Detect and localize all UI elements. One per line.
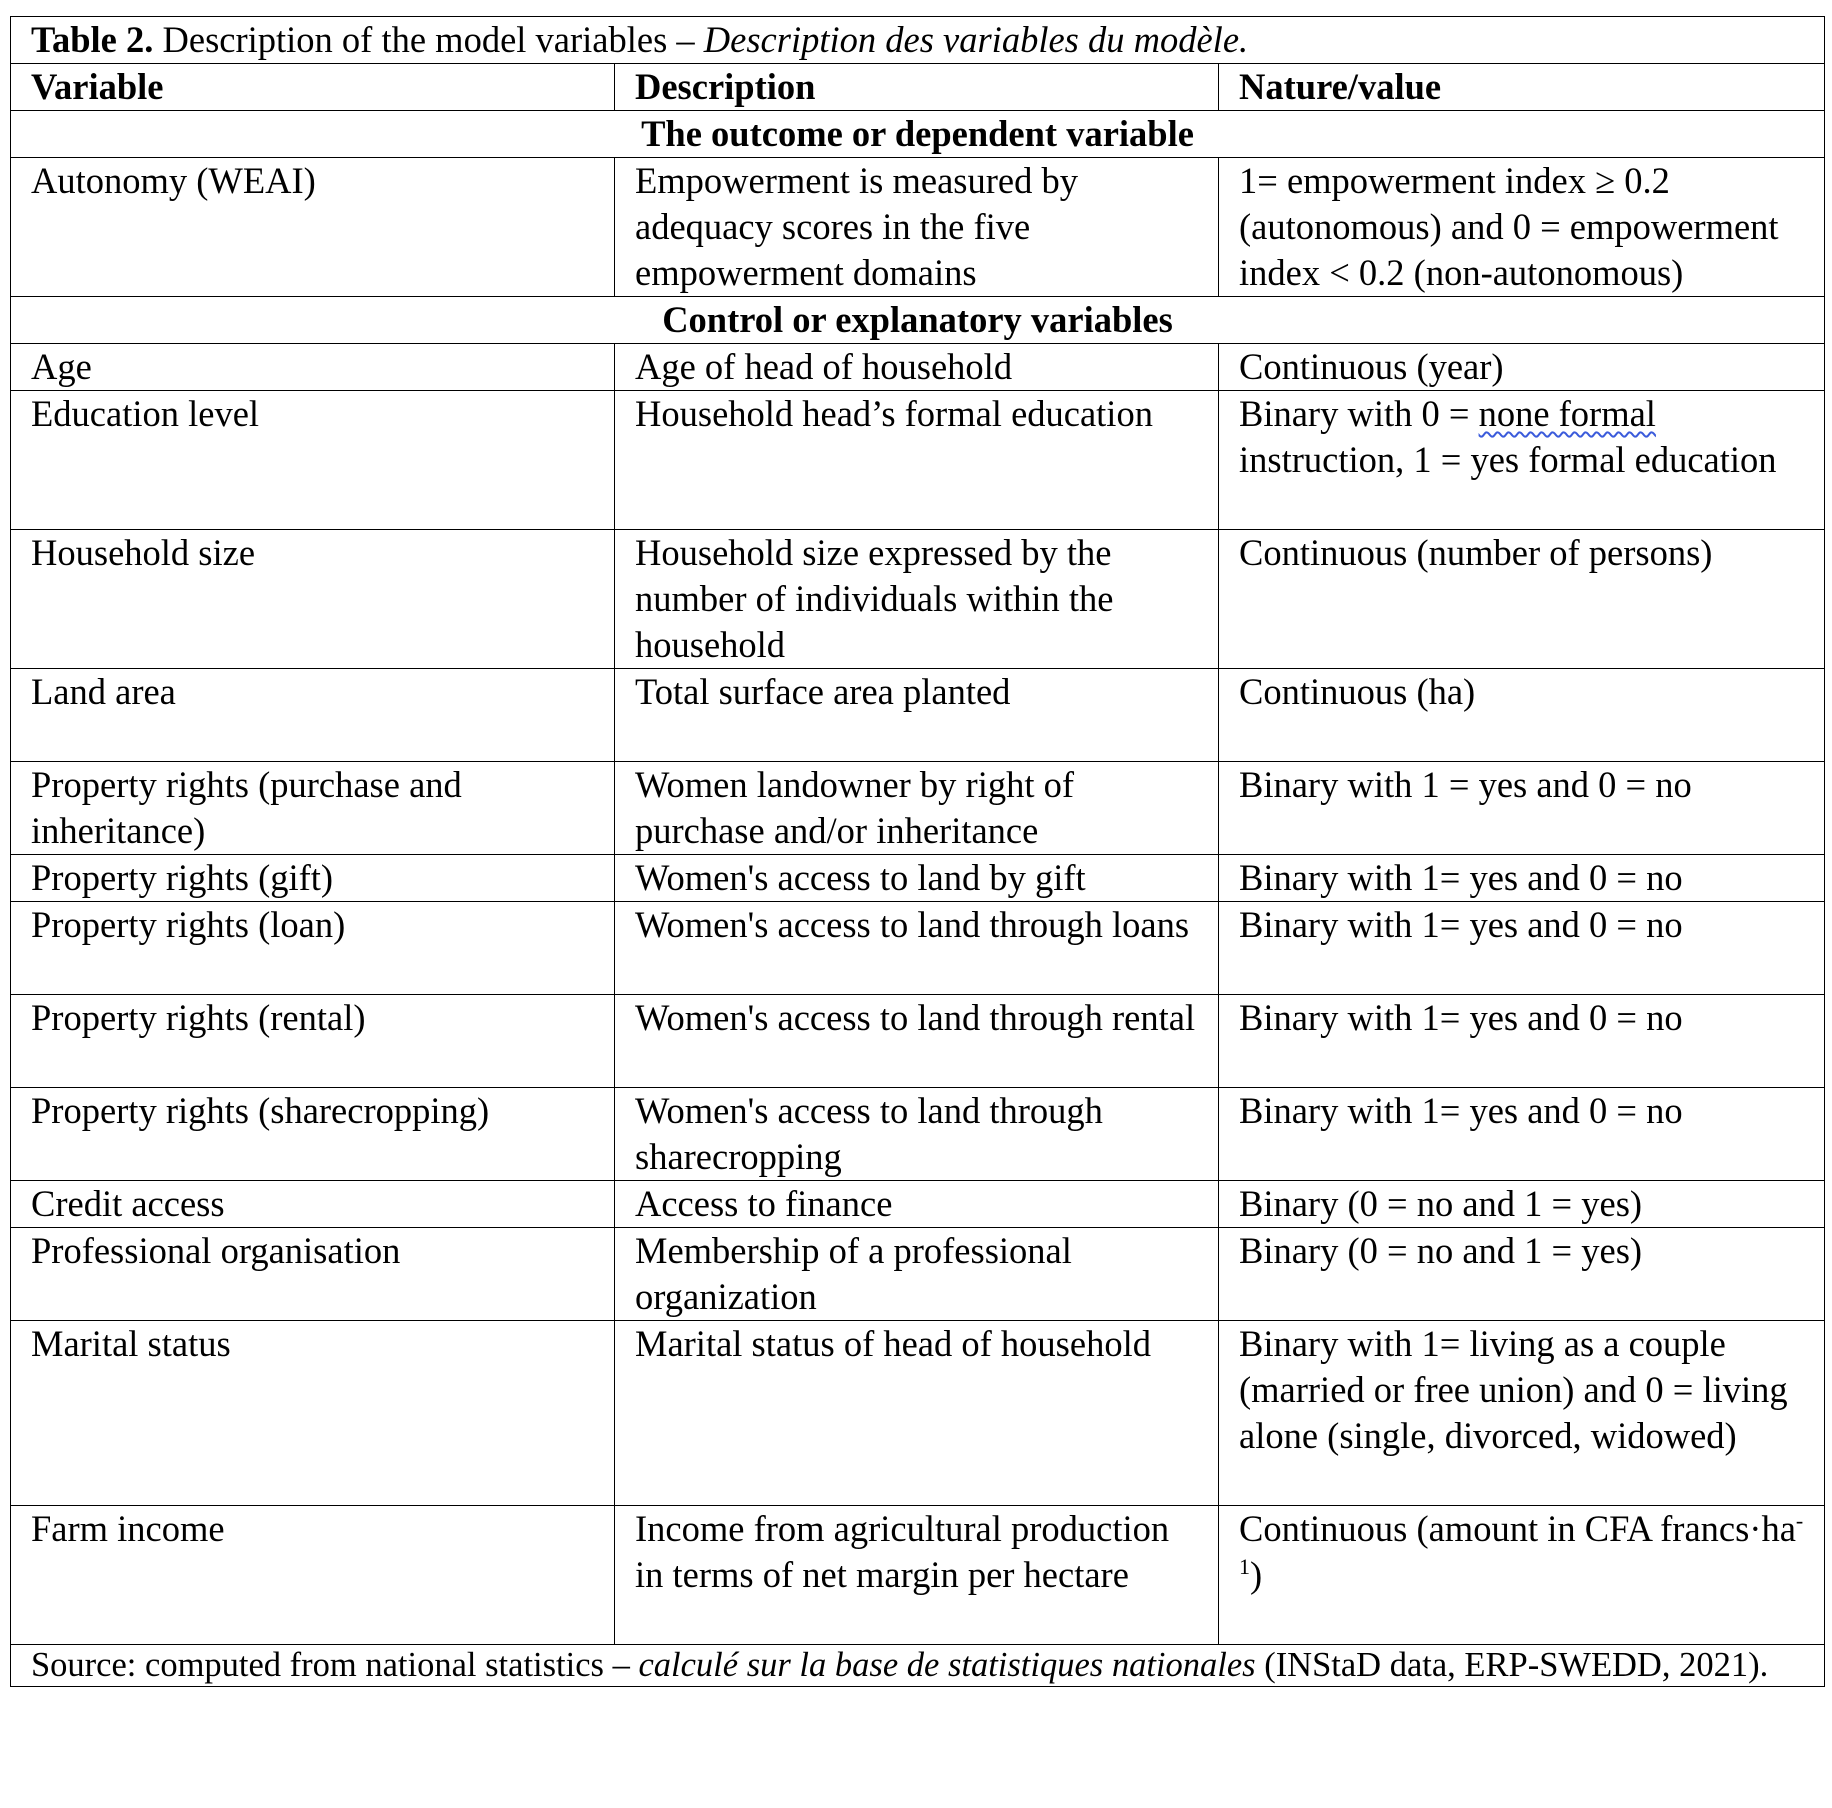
cell-variable: Education level: [11, 391, 615, 530]
table-row: [11, 530, 1825, 669]
cell-variable: Property rights (gift): [11, 855, 615, 902]
cell-description: Household size expressed by the number of individuals within the household: [615, 530, 1219, 669]
table-row: [11, 669, 1825, 762]
table-row: [11, 855, 1825, 902]
table-caption: [11, 17, 1825, 64]
cell-nature: Binary (0 = no and 1 = yes): [1219, 1181, 1825, 1228]
table-row: [11, 1506, 1825, 1645]
source-suffix: (INStaD data, ERP-SWEDD, 2021).: [1255, 1646, 1769, 1684]
cell-nature: [1219, 391, 1825, 530]
source-row: [11, 1645, 1825, 1687]
cell-nature: Continuous (ha): [1219, 669, 1825, 762]
superscript-exponent: -1: [1239, 1507, 1804, 1579]
table-row: [11, 391, 1825, 530]
cell-variable: Property rights (sharecropping): [11, 1088, 615, 1181]
table-row: [11, 762, 1825, 855]
caption-title-en: Description of the model variables –: [153, 19, 704, 60]
header-variable: Variable: [11, 64, 615, 111]
section-heading-outcome: The outcome or dependent variable: [11, 111, 1825, 158]
cell-description: Total surface area planted: [615, 669, 1219, 762]
cell-nature: Binary with 1= yes and 0 = no: [1219, 855, 1825, 902]
cell-nature: Binary with 1= yes and 0 = no: [1219, 1088, 1825, 1181]
table-row: [11, 158, 1825, 297]
cell-nature: Binary (0 = no and 1 = yes): [1219, 1228, 1825, 1321]
nature-text-before: Binary with 0 =: [1239, 393, 1479, 434]
table-row: [11, 902, 1825, 995]
cell-description: Women's access to land through sharecropping: [615, 1088, 1219, 1181]
nature-text-after: instruction, 1 = yes formal education: [1239, 439, 1777, 480]
cell-description: Marital status of head of household: [615, 1321, 1219, 1506]
table-row: [11, 1181, 1825, 1228]
cell-nature: Continuous (year): [1219, 344, 1825, 391]
header-nature-value: Nature/value: [1219, 64, 1825, 111]
cell-variable: Property rights (rental): [11, 995, 615, 1088]
source-italic: calculé sur la base de statistiques nationales: [638, 1646, 1256, 1684]
cell-nature: Continuous (number of persons): [1219, 530, 1825, 669]
cell-variable: Farm income: [11, 1506, 615, 1645]
cell-variable: Credit access: [11, 1181, 615, 1228]
cell-variable: Professional organisation: [11, 1228, 615, 1321]
cell-description: Membership of a professional organization: [615, 1228, 1219, 1321]
cell-nature: 1= empowerment index ≥ 0.2 (autonomous) and 0 = empowerment index < 0.2 (non-autonomous): [1219, 158, 1825, 297]
cell-description: Women's access to land through rental: [615, 995, 1219, 1088]
table-row: [11, 1321, 1825, 1506]
nature-text-before: Continuous (amount in CFA francs·ha: [1239, 1508, 1796, 1549]
header-description: Description: [615, 64, 1219, 111]
caption-title-fr: Description des variables du modèle.: [703, 19, 1249, 60]
caption-row: [11, 17, 1825, 64]
cell-variable: Marital status: [11, 1321, 615, 1506]
cell-description: Household head’s formal education: [615, 391, 1219, 530]
cell-variable: Property rights (loan): [11, 902, 615, 995]
header-row: [11, 64, 1825, 111]
cell-description: Women's access to land through loans: [615, 902, 1219, 995]
cell-variable: Household size: [11, 530, 615, 669]
variables-table: [10, 16, 1825, 1687]
cell-variable: Property rights (purchase and inheritance): [11, 762, 615, 855]
cell-description: Empowerment is measured by adequacy scores in the five empowerment domains: [615, 158, 1219, 297]
cell-description: Income from agricultural production in terms of net margin per hectare: [615, 1506, 1219, 1645]
cell-nature: Binary with 1 = yes and 0 = no: [1219, 762, 1825, 855]
spellcheck-underlined-text: none formal: [1478, 393, 1656, 434]
cell-variable: Autonomy (WEAI): [11, 158, 615, 297]
cell-nature: [1219, 1506, 1825, 1645]
cell-description: Women's access to land by gift: [615, 855, 1219, 902]
cell-nature: Binary with 1= yes and 0 = no: [1219, 902, 1825, 995]
caption-label: Table 2.: [31, 19, 154, 60]
source-note: [11, 1645, 1825, 1687]
cell-description: Age of head of household: [615, 344, 1219, 391]
table-row: [11, 344, 1825, 391]
source-prefix: Source: computed from national statistics –: [31, 1646, 639, 1684]
table-row: [11, 1228, 1825, 1321]
cell-description: Access to finance: [615, 1181, 1219, 1228]
cell-variable: Land area: [11, 669, 615, 762]
table-row: [11, 1088, 1825, 1181]
section-heading-row: [11, 111, 1825, 158]
section-heading-control: Control or explanatory variables: [11, 297, 1825, 344]
cell-nature: Binary with 1= living as a couple (married or free union) and 0 = living alone (single, divorced, widowed): [1219, 1321, 1825, 1506]
section-heading-row: [11, 297, 1825, 344]
cell-nature: Binary with 1= yes and 0 = no: [1219, 995, 1825, 1088]
cell-description: Women landowner by right of purchase and/or inheritance: [615, 762, 1219, 855]
table-row: [11, 995, 1825, 1088]
cell-variable: Age: [11, 344, 615, 391]
nature-text-after: ): [1250, 1554, 1263, 1595]
